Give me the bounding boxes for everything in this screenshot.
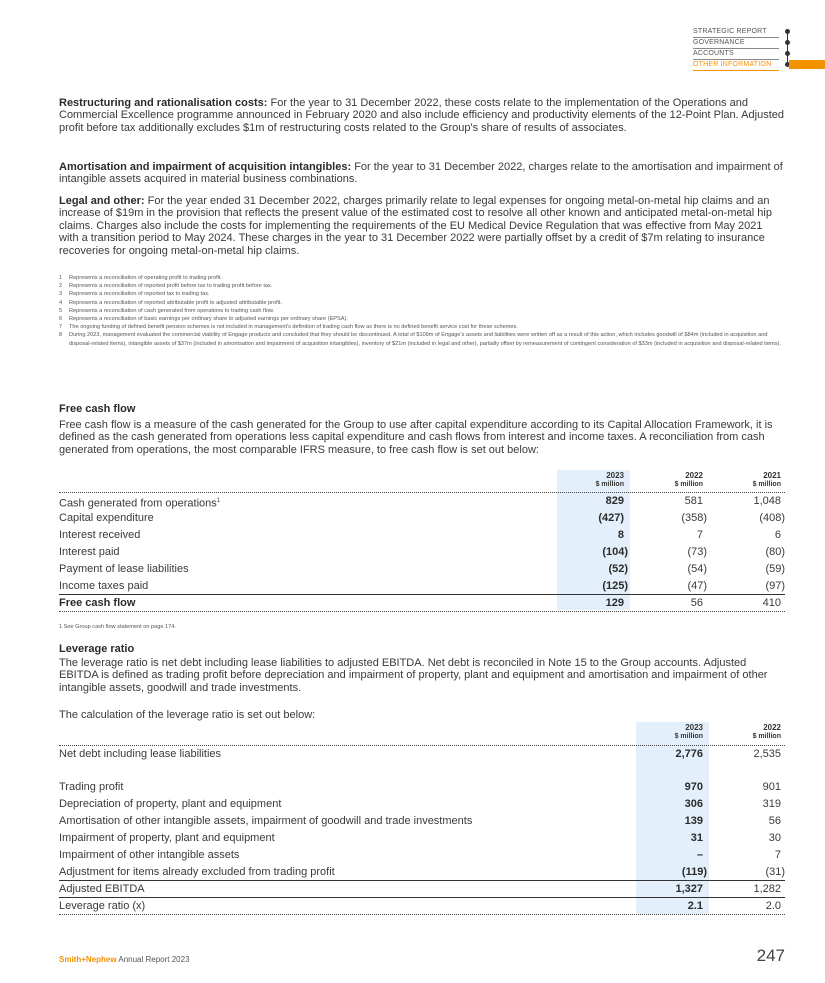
table-row bbox=[59, 578, 785, 595]
value-2022: 581 bbox=[684, 495, 703, 507]
table-row bbox=[59, 779, 785, 796]
row-label: Amortisation of other intangible assets, impairment of goodwill and trade investments bbox=[59, 815, 473, 827]
fcf-footnote: 1 See Group cash flow statement on page 174. bbox=[59, 624, 176, 630]
value-2021: (408) bbox=[759, 512, 785, 524]
free-cash-flow-heading: Free cash flow bbox=[59, 403, 136, 415]
row-label: Adjusted EBITDA bbox=[59, 883, 145, 895]
value-2022: 7 bbox=[696, 529, 703, 541]
value-2022: 2,535 bbox=[753, 748, 781, 760]
value-2023: (125) bbox=[602, 580, 628, 592]
footnote-item: 3 Represents a reconciliation of reported tax to trading tax. bbox=[59, 291, 210, 298]
brand-name: Smith+Nephew bbox=[59, 955, 117, 964]
row-label: Interest received bbox=[59, 529, 141, 541]
value-2021: 1,048 bbox=[753, 495, 781, 507]
row-label: Payment of lease liabilities bbox=[59, 563, 189, 575]
leverage-heading: Leverage ratio bbox=[59, 643, 135, 655]
row-label: Net debt including lease liabilities bbox=[59, 748, 222, 760]
row-label: Interest paid bbox=[59, 546, 120, 558]
nav-active-marker bbox=[789, 60, 825, 69]
section-nav bbox=[693, 27, 825, 71]
value-2022: 7 bbox=[774, 849, 781, 861]
fcf-col-2021: 2021 $ million bbox=[752, 471, 781, 488]
value-2021: 6 bbox=[774, 529, 781, 541]
value-2021: (97) bbox=[765, 580, 785, 592]
value-2023: (119) bbox=[681, 866, 707, 878]
nav-accounts[interactable]: ACCOUNTS bbox=[693, 49, 779, 60]
nav-governance[interactable]: GOVERNANCE bbox=[693, 38, 779, 49]
leverage-col-2022: 2022 $ million bbox=[752, 723, 781, 740]
table-row bbox=[59, 510, 785, 527]
restructuring-text: For the year to 31 December 2022, these costs relate to the implementation of the Operations and Commercial Excellence programme announced in February 2020 and also include efficiency and productivity elements of the 12-Point Plan. Adjusted profit before tax additionally excludes $1m of restructuring costs related to the Group's share of results of associates. bbox=[59, 97, 784, 134]
table-row bbox=[59, 493, 785, 510]
value-2023: (427) bbox=[598, 512, 624, 524]
table-row bbox=[59, 847, 785, 864]
footnotes-list bbox=[59, 274, 785, 348]
footnote-item: 2 Represents a reconciliation of reported profit before tax to trading profit before tax. bbox=[59, 283, 273, 290]
table-row bbox=[59, 830, 785, 847]
value-2022: 2.0 bbox=[765, 900, 781, 912]
fcf-bottom-rule bbox=[59, 611, 785, 612]
footnote-item: 4 Represents a reconciliation of reported attributable profit to adjusted attributable profit. bbox=[59, 299, 282, 306]
footnote-item: 7 The ongoing funding of defined benefit pension schemes is not included in management's definition of trading cash flow as there is no defined benefit service cost for these schemes. bbox=[59, 324, 518, 331]
page-number: 247 bbox=[756, 946, 785, 965]
value-2021: (59) bbox=[765, 563, 785, 575]
footnote-item: 5 Represents a reconciliation of cash generated from operations to trading cash flow. bbox=[59, 307, 275, 314]
row-label: Free cash flow bbox=[59, 597, 136, 609]
report-name: Annual Report 2023 bbox=[116, 955, 190, 964]
value-2022: (47) bbox=[687, 580, 707, 592]
value-2023: 1,327 bbox=[675, 883, 703, 895]
restructuring-heading: Restructuring and rationalisation costs: bbox=[59, 97, 268, 109]
leverage-intro: The leverage ratio is net debt including lease liabilities to adjusted EBITDA. Net debt is reconciled in Note 15 to the Group accounts. Adjusted EBITDA is defined as trading profit before depreciation and impairment of property, plant and equipment and amortisation and impairment of other intangible assets, goodwill and trade investments. bbox=[59, 657, 768, 694]
value-2023: – bbox=[696, 849, 703, 861]
nav-track bbox=[787, 31, 788, 65]
nav-dot-icon bbox=[785, 51, 790, 56]
value-2022: 319 bbox=[762, 798, 781, 810]
value-2022: 1,282 bbox=[753, 883, 781, 895]
value-2022: 901 bbox=[762, 781, 781, 793]
legal-paragraph bbox=[59, 195, 785, 257]
amortisation-heading: Amortisation and impairment of acquisition intangibles: bbox=[59, 161, 352, 173]
amortisation-paragraph bbox=[59, 161, 785, 186]
row-label: Depreciation of property, plant and equipment bbox=[59, 798, 282, 810]
row-label: Capital expenditure bbox=[59, 512, 154, 524]
table-row bbox=[59, 527, 785, 544]
value-2023: 31 bbox=[690, 832, 703, 844]
value-2023: 2.1 bbox=[687, 900, 703, 912]
table-row-total bbox=[59, 881, 785, 898]
footnote-item: 6 Represents a reconciliation of basic earnings per ordinary share to adjusted earnings per ordinary share (EPSA). bbox=[59, 316, 348, 323]
nav-strategic-report[interactable]: STRATEGIC REPORT bbox=[693, 27, 779, 38]
restructuring-paragraph bbox=[59, 97, 785, 134]
value-2023: 306 bbox=[684, 798, 703, 810]
row-label: Cash generated from operations$^1$ bbox=[59, 497, 221, 510]
nav-other-information[interactable]: OTHER INFORMATION bbox=[693, 60, 779, 71]
row-label: Leverage ratio (x) bbox=[59, 900, 146, 912]
footnote-item: 1 Represents a reconciliation of operating profit to trading profit. bbox=[59, 275, 222, 281]
legal-heading: Legal and other: bbox=[59, 195, 145, 207]
value-2023: (104) bbox=[602, 546, 628, 558]
value-2023: (52) bbox=[608, 563, 628, 575]
table-row bbox=[59, 864, 785, 881]
row-label: Adjustment for items already excluded from trading profit bbox=[59, 866, 335, 878]
row-label: Impairment of property, plant and equipment bbox=[59, 832, 275, 844]
value-2023: 139 bbox=[684, 815, 703, 827]
value-2022: 56 bbox=[768, 815, 781, 827]
value-2023: 129 bbox=[605, 597, 624, 609]
table-row bbox=[59, 813, 785, 830]
table-row bbox=[59, 898, 785, 915]
value-2022: 30 bbox=[768, 832, 781, 844]
value-2022: (73) bbox=[687, 546, 707, 558]
amortisation-text: For the year to 31 December 2022, charges relate to the amortisation and impairment of intangible assets acquired in material business combinations. bbox=[59, 161, 783, 186]
value-2021: (80) bbox=[765, 546, 785, 558]
table-row bbox=[59, 544, 785, 561]
row-label: Income taxes paid bbox=[59, 580, 149, 592]
leverage-col-2023: 2023 $ million bbox=[674, 723, 703, 740]
value-2022: (358) bbox=[681, 512, 707, 524]
nav-dot-icon bbox=[785, 29, 790, 34]
value-2022: 56 bbox=[690, 597, 703, 609]
value-2022: (31) bbox=[765, 866, 785, 878]
table-row-total bbox=[59, 595, 785, 612]
value-2023: 8 bbox=[617, 529, 624, 541]
table-row bbox=[59, 561, 785, 578]
value-2023: 2,776 bbox=[675, 748, 703, 760]
fcf-col-2022: 2022 $ million bbox=[674, 471, 703, 488]
free-cash-flow-intro: Free cash flow is a measure of the cash generated for the Group to use after capital expenditure according to its Capital Allocation Framework, it is defined as the cash generated from operations less capital expenditure and cash flows from interest and income taxes. A reconciliation from cash generated from operations, the most comparable IFRS measure, to free cash flow is set out below: bbox=[59, 419, 773, 456]
value-2022: (54) bbox=[687, 563, 707, 575]
legal-text: For the year ended 31 December 2022, charges primarily relate to legal expenses for ongoing metal-on-metal hip claims and an increase of $19m in the provision that reflects the present value of the estimated cost to resolve all other known and anticipated metal-on-metal hip claims. Charges also include the costs for implementing the requirements of the EU Medical Device Regulation that was effective from May 2021 with a transition period to May 2024. These charges in the year to 31 December 2022 were partially offset by a credit of $7m relating to insurance recoveries for ongoing metal-on-metal hip claims. bbox=[59, 195, 772, 257]
table-row bbox=[59, 796, 785, 813]
value-2023: 970 bbox=[684, 781, 703, 793]
table-row bbox=[59, 746, 785, 763]
nav-dot-icon bbox=[785, 40, 790, 45]
footer-brand bbox=[59, 955, 190, 964]
leverage-calc-text: The calculation of the leverage ratio is set out below: bbox=[59, 709, 316, 721]
row-label: Impairment of other intangible assets bbox=[59, 849, 240, 861]
value-2021: 410 bbox=[762, 597, 781, 609]
leverage-bottom-rule bbox=[59, 914, 785, 915]
value-2023: 829 bbox=[605, 495, 624, 507]
fcf-col-2023: 2023 $ million bbox=[595, 471, 624, 488]
footnote-item: 8 During 2023, management evaluated the commercial viability of Engage products and concluded that they should be discontinued. A total of $109m of Engage's assets and liabilities were written off as a result of this action, which includes goodwill of $84m (included in acquisition and disposal-related items), intangible assets of $37m (included in amortisation and impairment of acquisition intangibles), inventory of $21m (included in legal and other), partially offset by remeasurement of contingent consideration of $33m (included in acquisition and disposal-related items). bbox=[59, 332, 781, 347]
row-label: Trading profit bbox=[59, 781, 124, 793]
